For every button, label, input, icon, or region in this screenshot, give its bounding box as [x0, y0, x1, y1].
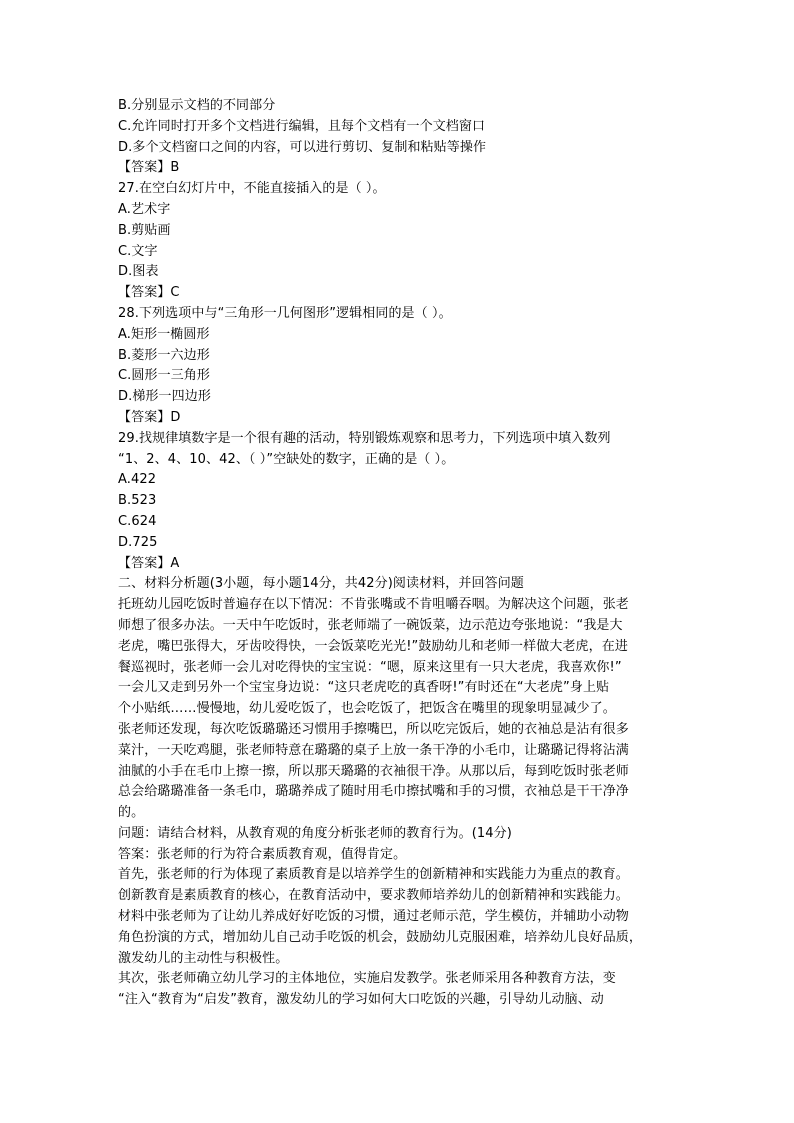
text-line: 首先，张老师的行为体现了素质教育是以培养学生的创新精神和实践能力为重点的教育。	[118, 867, 629, 883]
text-line: 【答案】A	[118, 555, 180, 571]
text-line: C.文字	[118, 243, 158, 259]
text-line: 总会给璐璐准备一条毛巾，璐璐养成了随时用毛巾擦拭嘴和手的习惯，衣袖总是干干净净	[118, 784, 629, 800]
text-line: 个小贴纸……慢慢地，幼儿爱吃饭了，也会吃饭了，把饭含在嘴里的现象明显减少了。	[118, 701, 616, 717]
text-line: 28.下列选项中与“三角形一几何图形”逻辑相同的是（ ）。	[118, 305, 452, 321]
text-line: 师想了很多办法。一天中午吃饭时，张老师端了一碗饭菜，边示范边夸张地说：“我是大	[118, 617, 623, 633]
text-line: 【答案】D	[118, 409, 181, 425]
text-line: 27.在空白幻灯片中，不能直接插入的是（ ）。	[118, 181, 386, 197]
text-line: B.523	[118, 493, 157, 509]
text-line: 张老师还发现，每次吃饭璐璐还习惯用手擦嘴巴，所以吃完饭后，她的衣袖总是沾有很多	[118, 721, 629, 737]
text-line: 菜汁，一天吃鸡腿，张老师特意在璐璐的桌子上放一条干净的小毛巾，让璐璐记得将沾满	[118, 742, 629, 758]
text-line: 激发幼儿的主动性与积极性。	[118, 950, 289, 966]
text-line: 其次，张老师确立幼儿学习的主体地位，实施启发教学。张老师采用各种教育方法，变	[118, 971, 616, 987]
text-line: A.422	[118, 472, 157, 488]
text-line: 29.找规律填数字是一个很有趣的活动，特别锻炼观察和思考力，下列选项中填入数列	[118, 430, 611, 446]
text-line: C.允许同时打开多个文档进行编辑，且每个文档有一个文档窗口	[118, 118, 486, 134]
text-line: 油腻的小手在毛巾上擦一擦，所以那天璐璐的衣袖很干净。从那以后，每到吃饭时张老师	[118, 763, 629, 779]
text-line: 的。	[118, 805, 145, 821]
text-line: B.菱形一六边形	[118, 347, 210, 363]
text-line: 问题：请结合材料，从教育观的角度分析张老师的教育行为。(14分)	[118, 825, 512, 841]
text-line: 【答案】B	[118, 160, 180, 176]
text-line: C.624	[118, 513, 157, 529]
text-line: 【答案】C	[118, 285, 180, 301]
text-line: B.分别显示文档的不同部分	[118, 98, 276, 113]
text-line: A.矩形一椭圆形	[118, 326, 210, 342]
text-line: 角色扮演的方式，增加幼儿自己动手吃饭的机会，鼓励幼儿克服困难，培养幼儿良好品质，	[118, 929, 643, 945]
text-line: 老虎，嘴巴张得大，牙齿咬得快，一会饭菜吃光光!”鼓励幼儿和老师一样做大老虎，在进	[118, 638, 628, 654]
text-line: B.剪贴画	[118, 222, 171, 238]
text-line: 一会儿又走到另外一个宝宝身边说：“这只老虎吃的真香呀!”有时还在“大老虎”身上贴	[118, 680, 610, 696]
text-line: 二、材料分析题(3小题，每小题14分，共42分)阅读材料，并回答问题	[118, 576, 524, 592]
text-line: “1、2、4、10、42、（ ）”空缺处的数字，正确的是（ ）。	[118, 451, 455, 467]
text-line: 餐巡视时，张老师一会儿对吃得快的宝宝说：“嗯，原来这里有一只大老虎，我喜欢你!”	[118, 659, 622, 675]
text-line: 创新教育是素质教育的核心，在教育活动中，要求教师培养幼儿的创新精神和实践能力。	[118, 888, 629, 904]
text-line: 材料中张老师为了让幼儿养成好好吃饭的习惯，通过老师示范，学生模仿，并辅助小动物	[118, 909, 629, 925]
text-line: 托班幼儿园吃饭时普遍存在以下情况：不肯张嘴或不肯咀嚼吞咽。为解决这个问题，张老	[118, 597, 629, 613]
text-line: “注入“教育为“启发”教育，激发幼儿的学习如何大口吃饭的兴趣，引导幼儿动脑、动	[118, 992, 604, 1008]
text-line: C.圆形一三角形	[118, 368, 211, 384]
text-line: D.图表	[118, 264, 159, 280]
text-line: D.多个文档窗口之间的内容，可以进行剪切、复制和粘贴等操作	[118, 139, 487, 155]
text-line: A.艺术字	[118, 201, 171, 217]
text-line: D.梯形一四边形	[118, 389, 211, 405]
text-line: 答案：张老师的行为符合素质教育观，值得肯定。	[118, 846, 407, 862]
text-line: D.725	[118, 534, 158, 550]
document-page	[118, 96, 688, 1011]
